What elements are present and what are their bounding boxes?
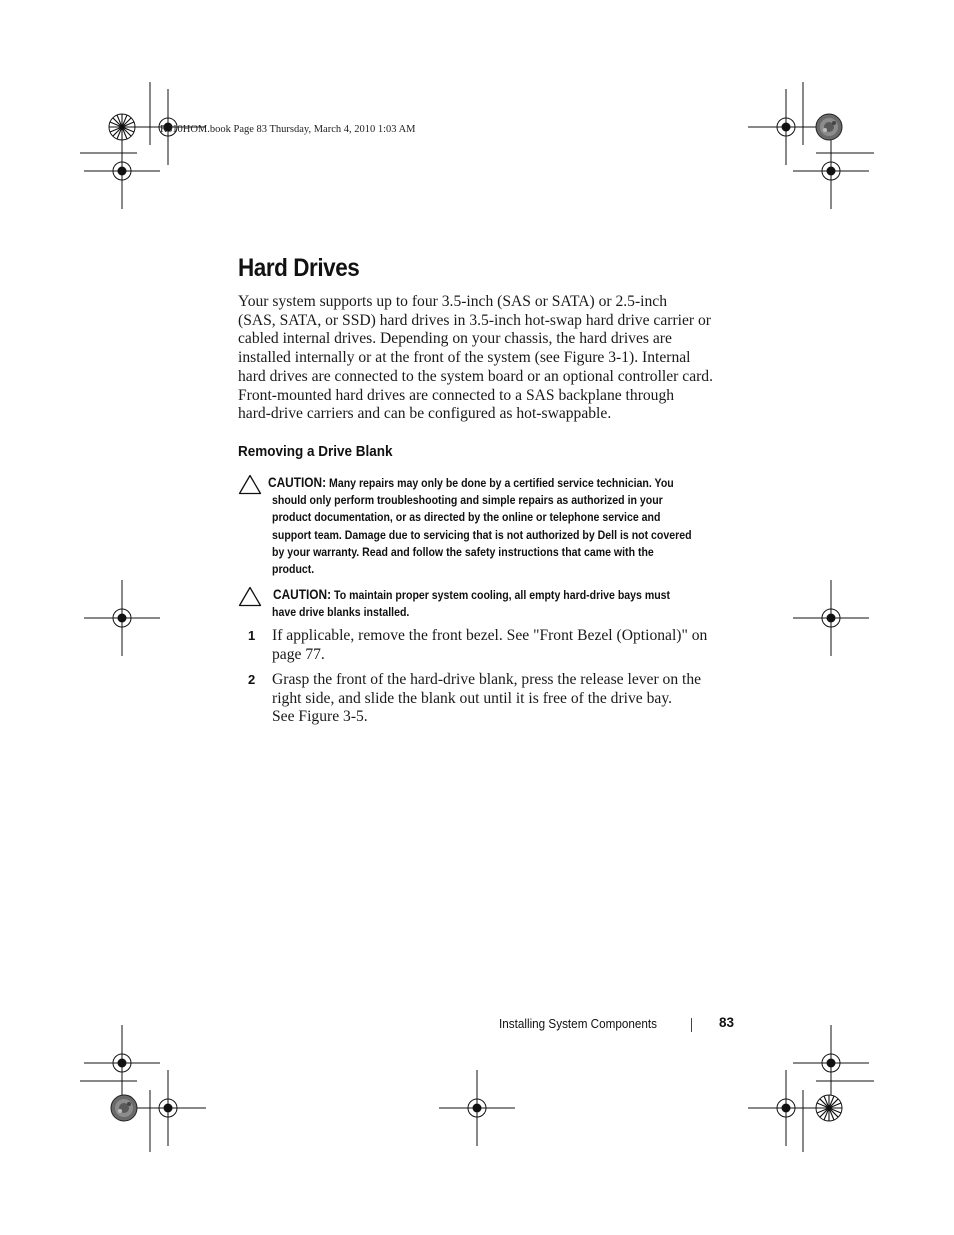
step-text: Grasp the front of the hard-drive blank, press the release lever on the — [272, 671, 702, 688]
intro-line: Front-mounted hard drives are connected to a SAS backplane through — [238, 386, 675, 404]
footer-section-name: Installing System Components — [499, 1016, 658, 1031]
caution-notice — [238, 474, 758, 578]
step-text: If applicable, remove the front bezel. See "Front Bezel (Optional)" on — [272, 627, 708, 644]
caution-text: product documentation, or as directed by the online or telephone service and — [272, 510, 661, 525]
intro-line: Your system supports up to four 3.5-inch (SAS or SATA) or 2.5-inch — [238, 293, 668, 310]
caution-text: by your warranty. Read and follow the safety instructions that came with the — [272, 544, 654, 559]
page-number: 83 — [719, 1015, 735, 1030]
caution-text: should only perform troubleshooting and simple repairs as authorized in your — [272, 493, 663, 508]
caution-text: To maintain proper system cooling, all empty hard-drive bays must — [334, 588, 671, 602]
book-info-header: R310HOM.book Page 83 Thursday, March 4, 2010 1:03 AM — [160, 124, 416, 135]
intro-line: hard-drive carriers and can be configured as hot-swappable. — [238, 405, 612, 423]
caution-text: support team. Damage due to servicing that is not authorized by Dell is not covered — [272, 527, 692, 542]
step-number: 1 — [248, 628, 256, 643]
step-text: page 77. — [272, 645, 325, 663]
intro-paragraph — [238, 293, 738, 424]
page-title: Hard Drives — [238, 254, 360, 282]
caution-label: CAUTION: — [268, 475, 327, 490]
caution-icon — [238, 586, 262, 607]
intro-line: cabled internal drives. Depending on your chassis, the hard drives are — [238, 330, 672, 348]
caution-text: Many repairs may only be done by a certified service technician. You — [329, 476, 674, 490]
section-title: Removing a Drive Blank — [238, 443, 393, 460]
caution-label: CAUTION: — [273, 587, 332, 602]
step-text: See Figure 3-5. — [272, 708, 368, 726]
step-number: 2 — [248, 672, 256, 687]
footer-divider — [691, 1018, 692, 1032]
caution-text: product. — [272, 562, 315, 577]
intro-line: installed internally or at the front of the system (see Figure 3-1). Internal — [238, 349, 691, 367]
caution-text: have drive blanks installed. — [272, 605, 410, 620]
caution-icon — [238, 474, 262, 495]
step-text: right side, and slide the blank out until it is free of the drive bay. — [272, 689, 673, 707]
caution-notice — [238, 586, 758, 621]
intro-line: (SAS, SATA, or SSD) hard drives in 3.5-inch hot-swap hard drive carrier or — [238, 311, 711, 329]
intro-line: hard drives are connected to the system board or an optional controller card. — [238, 367, 714, 385]
